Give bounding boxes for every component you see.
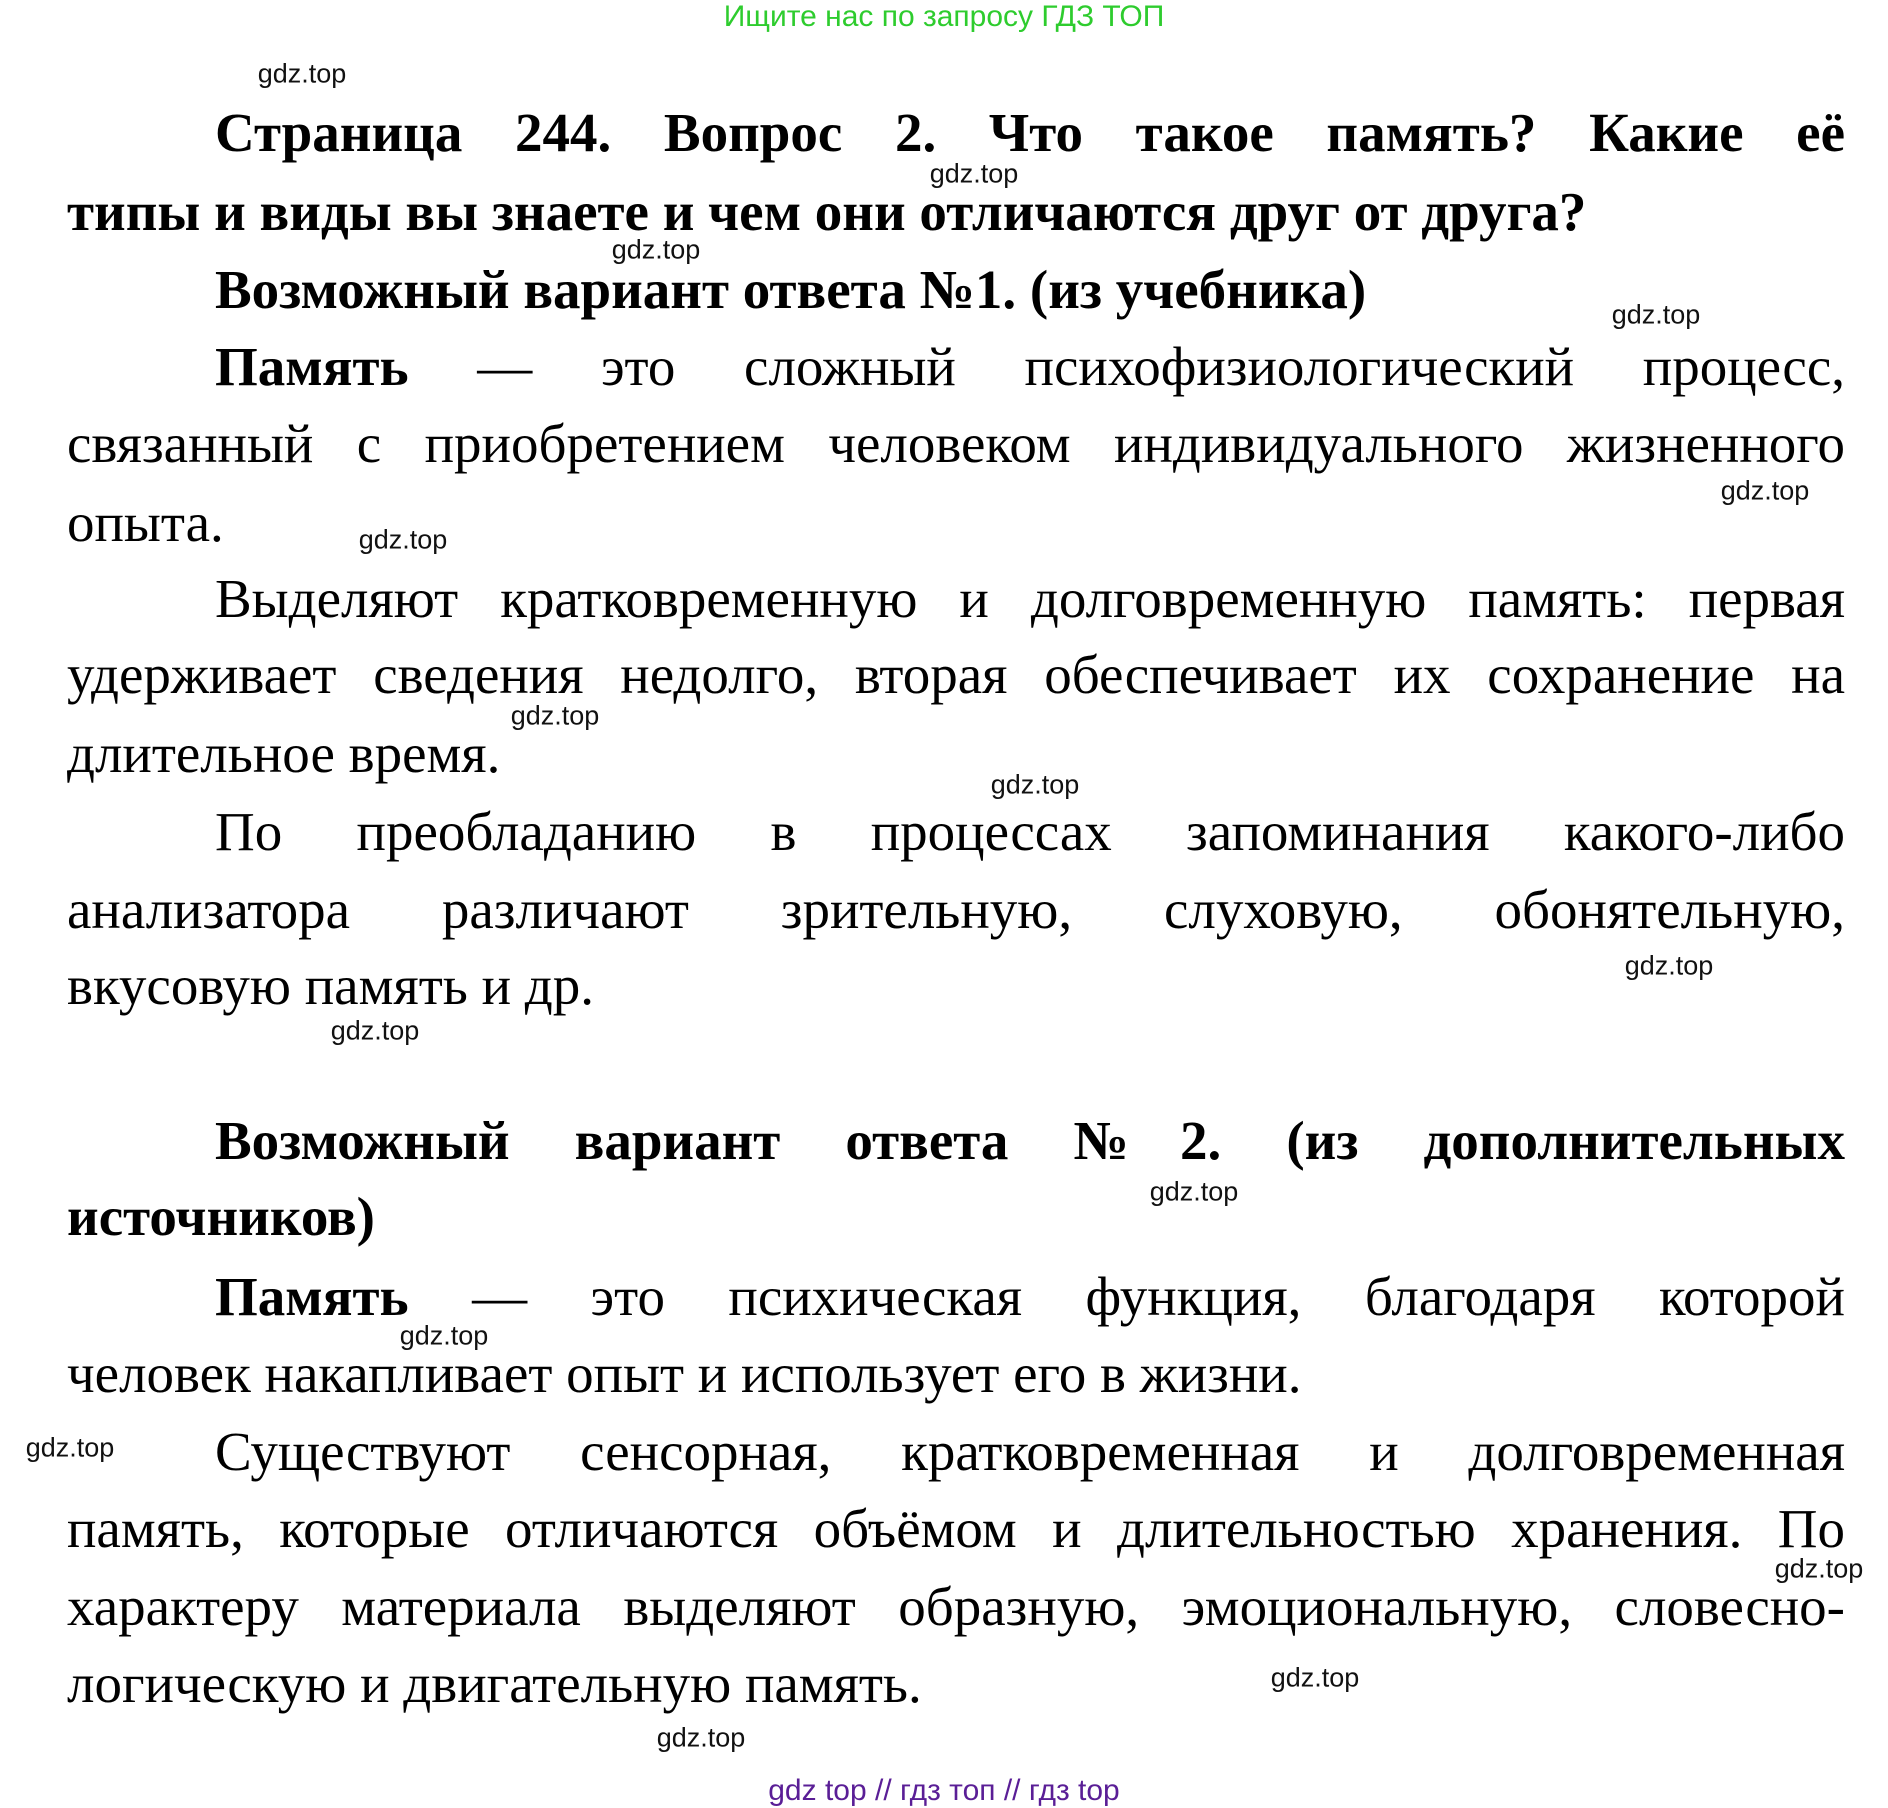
term-bold: Память bbox=[215, 1266, 409, 1327]
line-text: — это психическая функция, благодаря которой bbox=[408, 1266, 1845, 1327]
watermark: gdz.top bbox=[1624, 950, 1714, 981]
line-text: Возможный вариант ответа №2. (из дополнительных bbox=[215, 1110, 1845, 1171]
paragraph-line bbox=[67, 1648, 1845, 1720]
term-bold: Память bbox=[215, 336, 409, 397]
line-text: опыта. bbox=[67, 492, 224, 553]
paragraph-line bbox=[67, 874, 1845, 946]
watermark: gdz.top bbox=[656, 1722, 746, 1753]
line-text: анализатора различают зрительную, слуховую, обонятельную, bbox=[67, 879, 1845, 940]
paragraph-line bbox=[67, 1493, 1845, 1565]
watermark: gdz.top bbox=[257, 58, 347, 89]
line-text: характеру материала выделяют образную, эмоциональную, словесно- bbox=[67, 1576, 1845, 1637]
paragraph-line bbox=[67, 408, 1845, 480]
line-text: память, которые отличаются объёмом и длительностью хранения. По bbox=[67, 1498, 1845, 1559]
watermark: gdz.top bbox=[1149, 1176, 1239, 1207]
watermark: gdz.top bbox=[1720, 475, 1810, 506]
paragraph-line bbox=[67, 639, 1845, 711]
paragraph-line bbox=[215, 331, 1845, 403]
paragraph-line bbox=[215, 1416, 1845, 1488]
watermark: gdz.top bbox=[1611, 299, 1701, 330]
paragraph-line bbox=[67, 487, 1845, 559]
line-text: Страница 244. Вопрос 2. Что такое память? Какие её bbox=[215, 102, 1845, 163]
answer-1-heading bbox=[215, 254, 1845, 326]
line-text: Существуют сенсорная, кратковременная и долговременная bbox=[215, 1421, 1845, 1482]
paragraph-line bbox=[67, 950, 1845, 1022]
paragraph-line bbox=[67, 718, 1845, 790]
line-text: связанный с приобретением человеком индивидуального жизненного bbox=[67, 413, 1845, 474]
watermark: gdz.top bbox=[25, 1432, 115, 1463]
answer-2-heading bbox=[215, 1105, 1845, 1177]
line-text: типы и виды вы знаете и чем они отличаются друг от друга? bbox=[67, 181, 1587, 242]
watermark: gdz.top bbox=[330, 1015, 420, 1046]
paragraph-line bbox=[67, 1571, 1845, 1643]
paragraph-line bbox=[215, 563, 1845, 635]
watermark: gdz.top bbox=[611, 234, 701, 265]
watermark: gdz.top bbox=[1774, 1553, 1864, 1584]
line-text: По преобладанию в процессах запоминания какого-либо bbox=[215, 801, 1845, 862]
watermark: gdz.top bbox=[510, 700, 600, 731]
paragraph-line bbox=[67, 1338, 1845, 1410]
question-title-line bbox=[215, 97, 1845, 169]
line-text: источников) bbox=[67, 1186, 375, 1247]
line-text: вкусовую память и др. bbox=[67, 955, 594, 1016]
watermark: gdz.top bbox=[399, 1320, 489, 1351]
watermark: gdz.top bbox=[990, 769, 1080, 800]
line-text: — это сложный психофизиологический процесс, bbox=[408, 336, 1845, 397]
watermark: gdz.top bbox=[929, 158, 1019, 189]
watermark: gdz.top bbox=[1270, 1662, 1360, 1693]
line-text: Выделяют кратковременную и долговременную память: первая bbox=[215, 568, 1845, 629]
search-banner: Ищите нас по запросу ГДЗ ТОП bbox=[723, 0, 1165, 33]
answer-2-heading bbox=[67, 1181, 1845, 1253]
watermark: gdz.top bbox=[358, 524, 448, 555]
paragraph-line bbox=[215, 796, 1845, 868]
line-text: человек накапливает опыт и использует его в жизни. bbox=[67, 1343, 1302, 1404]
footer-banner[interactable]: gdz top // гдз топ // гдз top bbox=[768, 1774, 1120, 1807]
line-text: логическую и двигательную память. bbox=[67, 1653, 922, 1714]
line-text: Возможный вариант ответа №1. (из учебника) bbox=[215, 259, 1367, 320]
line-text: удерживает сведения недолго, вторая обеспечивает их сохранение на bbox=[67, 644, 1845, 705]
line-text: длительное время. bbox=[67, 723, 501, 784]
